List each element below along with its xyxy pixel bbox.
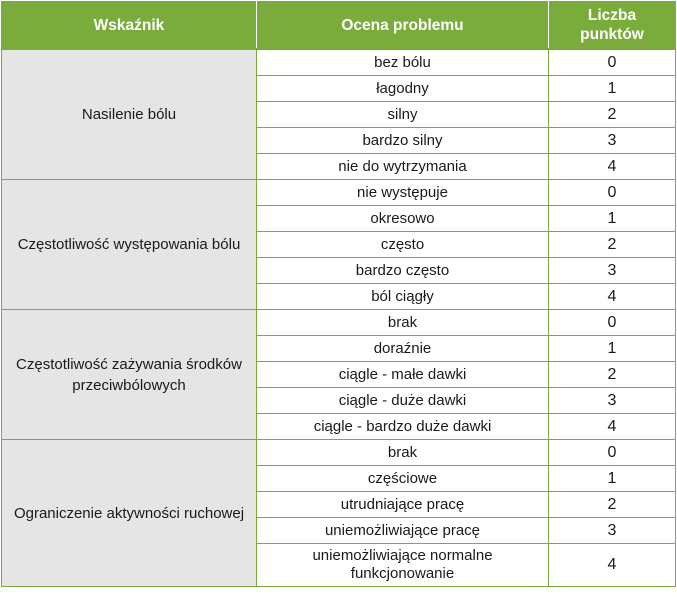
indicator-cell: Ograniczenie aktywności ruchowej [2,440,257,587]
indicator-cell: Częstotliwość występowania bólu [2,180,257,310]
points-cell: 4 [549,154,676,180]
points-cell: 4 [549,284,676,310]
table-row [2,49,676,76]
points-cell: 1 [549,206,676,232]
points-cell: 2 [549,102,676,128]
assessment-cell: silny [257,102,549,128]
assessment-cell: często [257,232,549,258]
assessment-cell: nie występuje [257,180,549,206]
assessment-cell: brak [257,440,549,466]
points-cell: 4 [549,544,676,587]
points-cell: 1 [549,466,676,492]
table-row [2,440,676,466]
assessment-cell: częściowe [257,466,549,492]
points-cell: 3 [549,518,676,544]
assessment-cell: utrudniające pracę [257,492,549,518]
points-cell: 3 [549,388,676,414]
assessment-cell: okresowo [257,206,549,232]
assessment-cell: ból ciągły [257,284,549,310]
assessment-cell: ciągle - bardzo duże dawki [257,414,549,440]
points-cell: 2 [549,362,676,388]
pain-scoring-table [1,1,676,587]
table-row [2,180,676,206]
assessment-cell: uniemożliwiające normalne funkcjonowanie [257,544,549,587]
points-cell: 3 [549,128,676,154]
assessment-cell: ciągle - małe dawki [257,362,549,388]
points-cell: 2 [549,492,676,518]
points-cell: 0 [549,180,676,206]
assessment-cell: łagodny [257,76,549,102]
points-cell: 1 [549,76,676,102]
points-cell: 0 [549,310,676,336]
assessment-cell: nie do wytrzymania [257,154,549,180]
assessment-cell: bez bólu [257,49,549,76]
header-assessment: Ocena problemu [257,2,549,50]
assessment-cell: bardzo często [257,258,549,284]
indicator-cell: Nasilenie bólu [2,49,257,180]
assessment-cell: doraźnie [257,336,549,362]
points-cell: 4 [549,414,676,440]
points-cell: 0 [549,49,676,76]
points-cell: 1 [549,336,676,362]
assessment-cell: ciągle - duże dawki [257,388,549,414]
assessment-cell: uniemożliwiające pracę [257,518,549,544]
points-cell: 0 [549,440,676,466]
assessment-cell: bardzo silny [257,128,549,154]
table-row [2,310,676,336]
header-points: Liczba punktów [549,2,676,50]
table-header-row [2,2,676,50]
indicator-cell: Częstotliwość zażywania środków przeciwbólowych [2,310,257,440]
header-indicator: Wskaźnik [2,2,257,50]
points-cell: 2 [549,232,676,258]
assessment-cell: brak [257,310,549,336]
points-cell: 3 [549,258,676,284]
